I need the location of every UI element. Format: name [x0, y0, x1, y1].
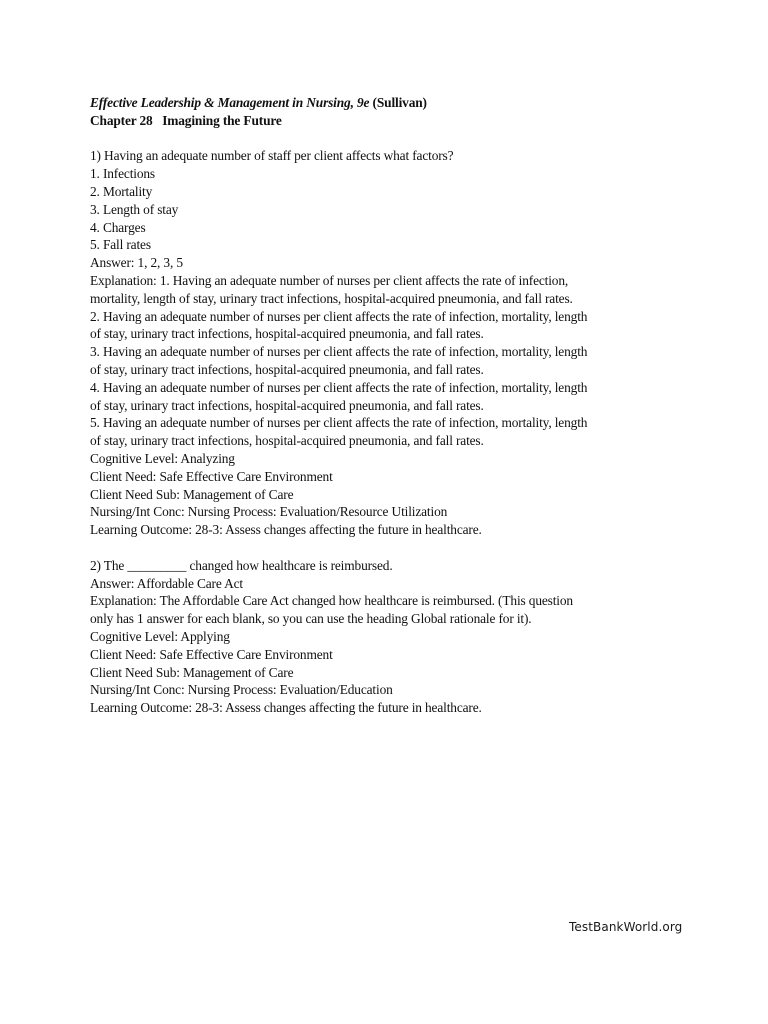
question-1-line: of stay, urinary tract infections, hospital-acquired pneumonia, and fall rates.: [90, 326, 484, 342]
question-1-line: Cognitive Level: Analyzing: [90, 450, 235, 466]
spacer: [90, 539, 690, 557]
question-1-line: Client Need: Safe Effective Care Environment: [90, 468, 333, 484]
question-1-line: 2. Having an adequate number of nurses per client affects the rate of infection, mortality, length: [90, 308, 588, 324]
question-1-line: Nursing/Int Conc: Nursing Process: Evaluation/Resource Utilization: [90, 504, 448, 520]
question-1-line: Client Need Sub: Management of Care: [90, 486, 294, 502]
question-1-line: of stay, urinary tract infections, hospital-acquired pneumonia, and fall rates.: [90, 397, 484, 413]
question-2-line: Explanation: The Affordable Care Act changed how healthcare is reimbursed. (This question: [90, 593, 573, 609]
question-1-line: of stay, urinary tract infections, hospital-acquired pneumonia, and fall rates.: [90, 361, 484, 377]
question-block-2: [90, 557, 690, 717]
book-heading: [90, 94, 690, 112]
document-page: [90, 94, 690, 717]
question-1-line: 5. Fall rates: [90, 237, 151, 253]
question-1-line: 5. Having an adequate number of nurses per client affects the rate of infection, mortality, length: [90, 415, 588, 431]
question-1-line: 4. Charges: [90, 219, 146, 235]
question-1-line: 3. Length of stay: [90, 201, 179, 217]
spacer: [90, 130, 690, 148]
question-block-1: [90, 147, 690, 539]
question-1-line: Learning Outcome: 28-3: Assess changes affecting the future in healthcare.: [90, 522, 482, 538]
question-2-line: Client Need Sub: Management of Care: [90, 664, 294, 680]
question-2-line: Answer: Affordable Care Act: [90, 575, 243, 591]
question-1-line: 2. Mortality: [90, 183, 153, 199]
question-2-line: Client Need: Safe Effective Care Environment: [90, 646, 333, 662]
watermark-text: TestBankWorld.org: [569, 920, 683, 934]
question-1-line: mortality, length of stay, urinary tract infections, hospital-acquired pneumonia, and fall rates.: [90, 290, 573, 306]
book-title: Effective Leadership & Management in Nursing, 9e: [90, 95, 370, 110]
question-1-line: 1) Having an adequate number of staff per client affects what factors?: [90, 148, 454, 164]
question-1-line: 4. Having an adequate number of nurses per client affects the rate of infection, mortality, length: [90, 379, 588, 395]
question-1-line: Answer: 1, 2, 3, 5: [90, 255, 183, 271]
question-1-line: Explanation: 1. Having an adequate number of nurses per client affects the rate of infection,: [90, 272, 569, 288]
question-2-line: Cognitive Level: Applying: [90, 628, 230, 644]
question-1-line: 3. Having an adequate number of nurses per client affects the rate of infection, mortality, length: [90, 344, 588, 360]
question-2-line: 2) The _________ changed how healthcare is reimbursed.: [90, 557, 393, 573]
question-2-line: Nursing/Int Conc: Nursing Process: Evaluation/Education: [90, 682, 393, 698]
chapter-heading: Chapter 28 Imagining the Future: [90, 112, 282, 128]
question-1-line: of stay, urinary tract infections, hospital-acquired pneumonia, and fall rates.: [90, 433, 484, 449]
question-1-line: 1. Infections: [90, 166, 155, 182]
question-2-line: Learning Outcome: 28-3: Assess changes affecting the future in healthcare.: [90, 700, 482, 716]
book-author: (Sullivan): [372, 95, 427, 110]
question-2-line: only has 1 answer for each blank, so you can use the heading Global rationale for it).: [90, 611, 532, 627]
